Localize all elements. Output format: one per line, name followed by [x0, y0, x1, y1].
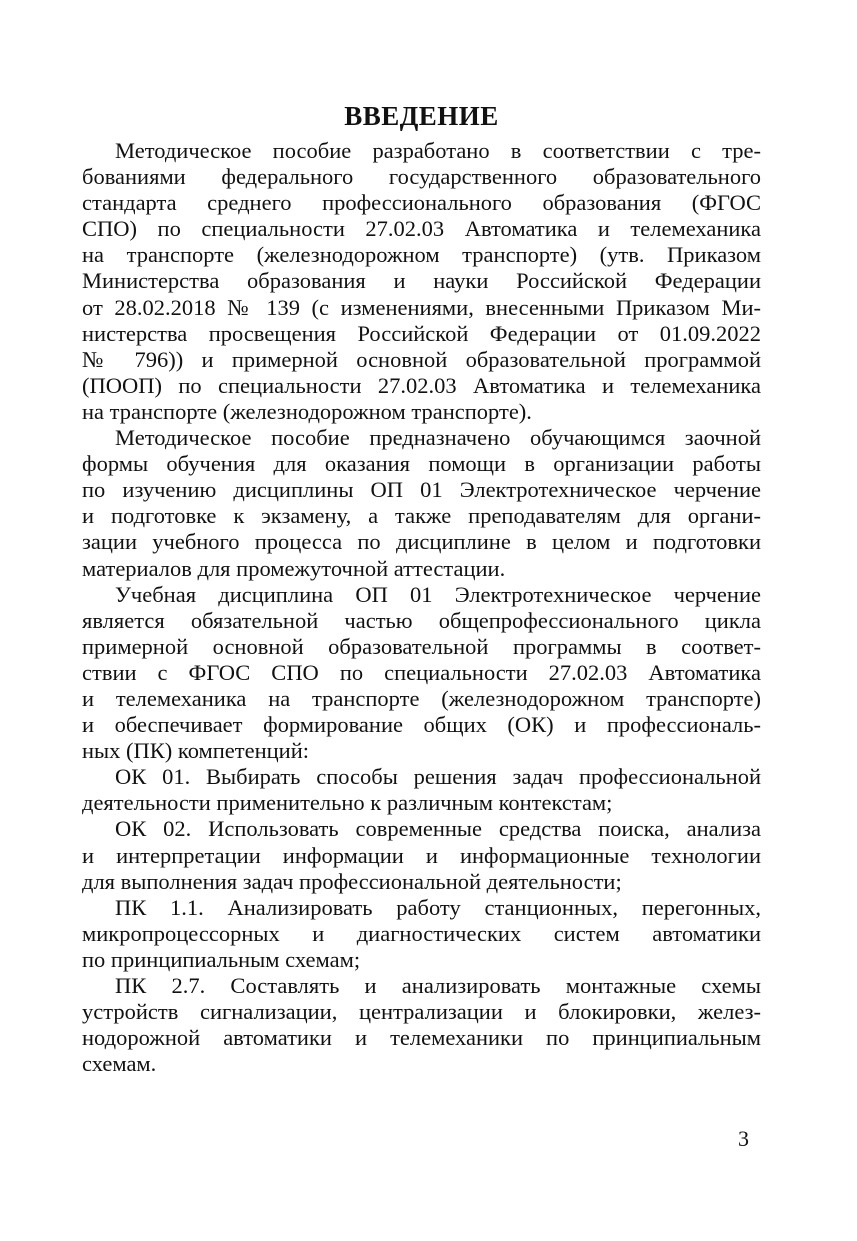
text-line: ствии с ФГОС СПО по специальности 27.02.03 Автоматика — [82, 659, 761, 685]
text-line: ОК 02. Использовать современные средства поиска, анализа — [115, 816, 761, 842]
text-line: Методическое пособие предназначено обучающимся заочной — [115, 425, 761, 451]
text-line: по изучению дисциплины ОП 01 Электротехническое черчение — [82, 477, 761, 503]
text-line: Учебная дисциплина ОП 01 Электротехническое черчение — [115, 581, 761, 607]
paragraph-purpose — [82, 425, 761, 582]
page-title: ВВЕДЕНИЕ — [344, 101, 499, 131]
text-line: ОК 01. Выбирать способы решения задач профессиональной — [115, 764, 761, 790]
text-line: ных (ПК) компетенций: — [82, 738, 310, 764]
text-line: и подготовке к экзамену, а также преподавателям для органи- — [82, 503, 761, 529]
page-number: 3 — [738, 1126, 749, 1151]
text-line: формы обучения для оказания помощи в организации работы — [82, 451, 761, 477]
text-line: нистерства просвещения Российской Федерации от 01.09.2022 — [82, 320, 761, 346]
text-line: для выполнения задач профессиональной деятельности; — [82, 868, 622, 894]
competency-pk27 — [82, 973, 761, 1077]
text-line: на транспорте (железнодорожном транспорте) (утв. Приказом — [82, 242, 761, 268]
text-line: стандарта среднего профессионального образования (ФГОС — [82, 190, 761, 216]
document-body — [82, 138, 761, 1077]
text-line: Министерства образования и науки Российской Федерации — [82, 268, 761, 294]
text-line: бованиями федерального государственного образовательного — [82, 164, 761, 190]
text-line: и телемеханика на транспорте (железнодорожном транспорте) — [82, 685, 761, 711]
document-page — [82, 96, 761, 1077]
text-line: зации учебного процесса по дисциплине в целом и подготовки — [82, 529, 761, 555]
text-line: и интерпретации информации и информационные технологии — [82, 842, 761, 868]
text-line: примерной основной образовательной программы в соответ- — [82, 633, 761, 659]
paragraph-intro — [82, 138, 761, 425]
text-line: ПК 1.1. Анализировать работу станционных, перегонных, — [115, 894, 761, 920]
text-line: по принципиальным схемам; — [82, 946, 361, 972]
text-line: (ПООП) по специальности 27.02.03 Автоматика и телемеханика — [82, 372, 761, 398]
competency-pk11 — [82, 895, 761, 973]
text-line: СПО) по специальности 27.02.03 Автоматика и телемеханика — [82, 216, 761, 242]
text-line: является обязательной частью общепрофессионального цикла — [82, 607, 761, 633]
text-line: материалов для промежуточной аттестации. — [82, 555, 506, 581]
text-line: № 796)) и примерной основной образовательной программой — [82, 346, 761, 372]
text-line: нодорожной автоматики и телемеханики по принципиальным — [82, 1025, 761, 1051]
text-line: микропроцессорных и диагностических систем автоматики — [82, 920, 761, 946]
text-line: от 28.02.2018 № 139 (с изменениями, внесенными Приказом Ми- — [82, 294, 761, 320]
text-line: ПК 2.7. Составлять и анализировать монтажные схемы — [115, 973, 761, 998]
text-line: на транспорте (железнодорожном транспорте). — [82, 398, 532, 424]
competency-ok01 — [82, 764, 761, 816]
text-line: и обеспечивает формирование общих (ОК) и профессиональ- — [82, 712, 761, 738]
text-line: деятельности применительно к различным контекстам; — [82, 790, 613, 816]
text-line: Методическое пособие разработано в соответствии с тре- — [115, 138, 761, 163]
text-line: устройств сигнализации, централизации и блокировки, желез- — [82, 999, 761, 1025]
text-line: схемам. — [82, 1051, 157, 1077]
paragraph-discipline — [82, 582, 761, 765]
competency-ok02 — [82, 816, 761, 894]
